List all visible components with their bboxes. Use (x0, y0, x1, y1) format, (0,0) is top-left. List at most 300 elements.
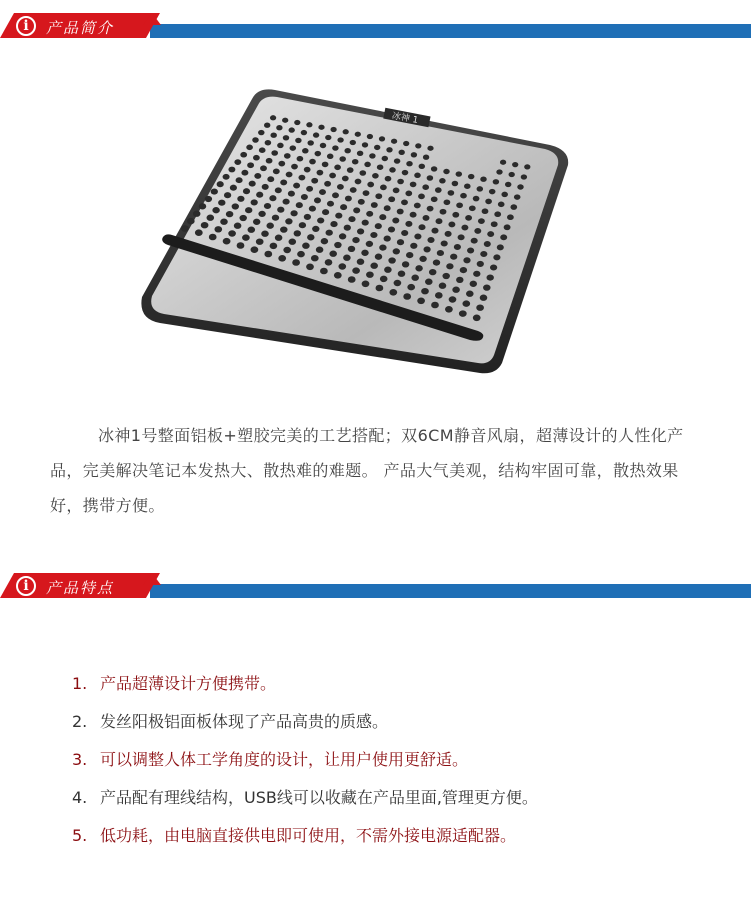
vent-hole (345, 196, 352, 202)
feature-list (72, 665, 712, 855)
vent-hole (382, 156, 388, 161)
vent-hole (335, 213, 342, 219)
vent-hole (459, 310, 467, 317)
vent-hole (339, 233, 346, 239)
vent-hole (234, 223, 242, 229)
vent-hole (419, 164, 425, 169)
vent-hole (339, 156, 346, 162)
vent-hole (399, 150, 405, 155)
vent-hole (290, 145, 297, 151)
vent-hole (344, 148, 350, 153)
vent-hole (402, 261, 409, 267)
vent-hole (241, 170, 248, 176)
info-icon: i (16, 576, 36, 596)
vent-hole (427, 175, 434, 181)
vent-hole (270, 115, 276, 120)
vent-hole (318, 125, 324, 130)
vent-hole (253, 219, 260, 225)
vent-hole (386, 147, 392, 152)
vent-hole (403, 293, 411, 300)
vent-hole (463, 257, 470, 263)
vent-hole (330, 127, 336, 132)
vent-hole (456, 277, 463, 283)
vent-hole (350, 140, 356, 145)
vent-hole (187, 218, 195, 224)
vent-hole (319, 189, 326, 195)
vent-hole (247, 162, 254, 168)
vent-hole (377, 164, 384, 170)
vent-hole (474, 228, 481, 234)
vent-hole (280, 226, 287, 232)
vent-hole (437, 250, 444, 256)
vent-hole (394, 280, 402, 286)
vent-hole (280, 179, 287, 185)
vent-hole (417, 298, 425, 305)
vent-hole (393, 188, 400, 194)
vent-hole (332, 145, 338, 150)
vent-hole (355, 179, 362, 185)
vent-hole (355, 132, 361, 137)
vent-hole (326, 230, 333, 236)
vent-hole (473, 315, 481, 322)
vent-hole (369, 153, 375, 158)
vent-hole (276, 125, 282, 130)
vent-hole (314, 197, 321, 203)
vent-hole (389, 167, 396, 173)
vent-hole (384, 267, 392, 273)
vent-hole (491, 221, 498, 227)
vent-hole (352, 267, 360, 273)
vent-hole (237, 242, 245, 249)
vent-hole (374, 145, 380, 150)
vent-hole (199, 203, 206, 209)
vent-hole (496, 169, 502, 174)
vent-hole (272, 215, 279, 221)
vent-hole (380, 276, 388, 282)
vent-hole (487, 231, 494, 237)
vent-hole (306, 186, 313, 192)
vent-hole (435, 187, 442, 193)
vent-hole (423, 246, 430, 252)
vent-hole (290, 210, 297, 216)
vent-hole (312, 226, 319, 232)
vent-hole (270, 132, 276, 137)
vent-hole (337, 184, 344, 190)
vent-hole (299, 222, 306, 228)
vent-hole (452, 287, 460, 293)
vent-hole (248, 227, 256, 233)
vent-hole (342, 176, 349, 182)
vent-hole (410, 243, 417, 249)
header-blue-bar (150, 24, 751, 38)
vent-hole (337, 137, 343, 142)
vent-hole (357, 228, 364, 234)
vent-hole (397, 209, 404, 215)
vent-hole (285, 218, 292, 224)
vent-hole (478, 218, 485, 224)
vent-hole (286, 172, 293, 178)
vent-hole (298, 175, 305, 181)
vent-hole (224, 192, 231, 198)
vent-hole (329, 251, 337, 257)
vent-hole (265, 140, 272, 146)
vent-hole (347, 167, 354, 173)
vent-hole (259, 147, 266, 153)
vent-hole (505, 182, 511, 187)
vent-hole (460, 193, 467, 199)
vent-hole (414, 203, 421, 209)
vent-hole (294, 230, 301, 236)
vent-hole (406, 161, 412, 166)
vent-hole (433, 260, 440, 266)
vent-hole (446, 263, 453, 269)
vent-hole (338, 263, 346, 269)
info-icon: i (16, 16, 36, 36)
vent-hole (277, 207, 284, 213)
vent-hole (304, 214, 311, 220)
vent-hole (393, 248, 400, 254)
vent-hole (297, 251, 305, 257)
vent-hole (493, 254, 500, 260)
vent-hole (402, 170, 409, 176)
vent-hole (253, 155, 260, 161)
vent-hole (442, 273, 449, 279)
vent-hole (357, 259, 365, 265)
vent-hole (217, 181, 224, 187)
vent-hole (487, 275, 494, 281)
vent-hole (205, 196, 212, 202)
vent-hole (480, 176, 486, 181)
intro-paragraph (50, 418, 710, 523)
vent-hole (460, 267, 467, 273)
vent-hole (212, 207, 219, 213)
vent-hole (297, 156, 304, 162)
vent-hole (388, 257, 395, 263)
vent-hole (195, 229, 203, 236)
vent-hole (320, 268, 328, 275)
vent-hole (454, 244, 461, 250)
vent-hole (405, 191, 412, 197)
vent-hole (315, 151, 322, 157)
vent-hole (456, 171, 462, 176)
vent-hole (517, 184, 523, 189)
vent-hole (380, 185, 387, 191)
vent-hole (262, 184, 269, 190)
vent-hole (275, 187, 282, 193)
vent-hole (267, 176, 274, 182)
vent-hole (388, 226, 395, 232)
vent-hole (237, 196, 244, 202)
vent-hole (443, 169, 449, 174)
vent-hole (362, 281, 370, 288)
vent-hole (275, 235, 283, 241)
vent-hole (510, 204, 517, 210)
vent-hole (458, 234, 465, 240)
vent-hole (441, 240, 448, 246)
vent-hole (367, 182, 374, 188)
vent-hole (311, 178, 318, 184)
vent-hole (359, 170, 366, 176)
vent-hole (283, 199, 290, 205)
vent-hole (384, 236, 391, 242)
vent-hole (322, 162, 329, 168)
vent-hole (234, 159, 241, 165)
vent-hole (311, 255, 319, 261)
vent-hole (293, 183, 300, 189)
vent-hole (440, 209, 447, 215)
vent-hole (468, 174, 474, 179)
vent-hole (211, 189, 218, 195)
vent-hole (294, 120, 300, 125)
vent-hole (512, 162, 518, 167)
vent-hole (435, 292, 443, 298)
vent-hole (498, 202, 505, 208)
feature-item: 2. 发丝阳极铝面板体现了产品高贵的质感。 (72, 712, 389, 731)
vent-hole (391, 139, 397, 144)
vent-hole (193, 211, 201, 217)
vent-hole (471, 238, 478, 244)
vent-hole (425, 279, 433, 285)
vent-hole (452, 181, 459, 187)
vent-hole (266, 158, 273, 164)
vent-hole (352, 159, 359, 165)
vent-hole (401, 200, 408, 206)
vent-hole (330, 221, 337, 227)
vent-hole (362, 220, 369, 226)
vent-hole (414, 173, 421, 179)
brand-badge-text: 冰神 1 (390, 111, 419, 127)
vent-hole (445, 231, 452, 237)
vent-hole (313, 132, 319, 137)
vent-hole (429, 269, 436, 275)
vent-hole (489, 189, 496, 195)
vent-hole (444, 199, 451, 205)
vent-hole (427, 146, 433, 151)
vent-hole (375, 223, 382, 229)
header-blue-bar (150, 584, 751, 598)
vent-hole (348, 246, 355, 252)
vent-hole (398, 271, 406, 277)
vent-hole (277, 143, 284, 149)
vent-hole (329, 173, 336, 179)
vent-hole (507, 214, 514, 220)
vent-hole (411, 152, 417, 157)
vent-hole (504, 224, 511, 230)
vent-hole (245, 207, 252, 213)
vent-hole (370, 263, 378, 269)
feature-item: 1. 产品超薄设计方便携带。 (72, 674, 277, 693)
vent-hole (405, 221, 412, 227)
vent-hole (361, 250, 368, 256)
vent-hole (243, 188, 250, 194)
vent-hole (407, 284, 415, 290)
vent-hole (306, 122, 312, 127)
vent-hole (251, 246, 259, 253)
vent-hole (415, 265, 422, 271)
vent-hole (401, 230, 408, 236)
vent-hole (334, 165, 341, 171)
vent-hole (524, 164, 530, 169)
vent-hole (343, 129, 349, 134)
vent-hole (364, 162, 371, 168)
vent-hole (240, 152, 247, 158)
vent-hole (363, 190, 370, 196)
vent-hole (362, 142, 368, 147)
vent-hole (485, 199, 492, 205)
vent-hole (302, 148, 309, 154)
vent-hole (418, 224, 425, 230)
vent-hole (410, 212, 417, 218)
section-title: 产品特点 (46, 579, 115, 597)
vent-hole (448, 221, 455, 227)
vent-hole (477, 261, 484, 267)
vent-hole (289, 127, 295, 132)
vent-hole (436, 218, 443, 224)
vent-hole (282, 118, 288, 123)
vent-hole (497, 244, 504, 250)
vent-hole (411, 275, 419, 281)
vent-hole (473, 271, 480, 277)
vent-hole (324, 181, 331, 187)
vent-hole (317, 217, 324, 223)
vent-hole (327, 154, 334, 160)
vent-hole (273, 169, 280, 175)
vent-hole (340, 204, 347, 210)
vent-hole (201, 222, 209, 228)
vent-hole (320, 143, 326, 148)
vent-hole (422, 184, 429, 190)
vent-hole (384, 205, 391, 211)
vent-hole (309, 159, 316, 165)
vent-hole (292, 259, 300, 266)
vent-hole (376, 285, 384, 292)
vent-hole (181, 225, 189, 232)
vent-hole (307, 234, 314, 240)
vent-hole (439, 283, 447, 289)
vent-hole (239, 215, 246, 221)
vent-hole (388, 196, 395, 202)
vent-hole (415, 143, 421, 148)
vent-hole (344, 225, 351, 231)
vent-hole (379, 136, 385, 141)
vent-hole (256, 238, 264, 244)
vent-hole (450, 254, 457, 260)
vent-hole (410, 182, 417, 188)
vent-hole (392, 218, 399, 224)
vent-hole (270, 243, 278, 249)
vent-hole (325, 135, 331, 140)
vent-hole (372, 173, 379, 179)
vent-hole (283, 247, 291, 253)
vent-hole (521, 174, 527, 179)
vent-hole (348, 276, 356, 283)
vent-hole (514, 194, 521, 200)
vent-hole (304, 167, 311, 173)
vent-hole (456, 202, 463, 208)
vent-hole (500, 234, 507, 240)
vent-hole (284, 153, 291, 159)
vent-hole (283, 135, 289, 140)
vent-hole (291, 164, 298, 170)
vent-hole (350, 187, 357, 193)
vent-hole (226, 211, 233, 217)
vent-hole (501, 192, 508, 198)
vent-hole (389, 289, 397, 296)
vent-hole (278, 255, 286, 262)
vent-hole (316, 247, 324, 253)
vent-hole (264, 251, 272, 258)
vent-hole (232, 203, 239, 209)
vent-hole (278, 161, 285, 167)
vent-hole (334, 242, 341, 248)
vent-hole (301, 194, 308, 200)
vent-hole (480, 251, 487, 257)
vent-hole (332, 192, 339, 198)
vent-hole (366, 241, 373, 247)
vent-hole (264, 123, 270, 128)
vent-hole (467, 247, 474, 253)
vent-hole (269, 195, 276, 201)
vent-hole (462, 300, 470, 306)
vent-hole (228, 230, 236, 236)
vent-hole (271, 150, 278, 156)
vent-hole (484, 241, 491, 247)
vent-hole (476, 304, 484, 310)
vent-hole (236, 177, 243, 183)
vent-hole (371, 202, 378, 208)
vent-hole (288, 191, 295, 197)
vent-hole (230, 185, 237, 191)
vent-hole (480, 295, 488, 301)
vent-hole (357, 151, 363, 156)
vent-hole (431, 166, 437, 171)
vent-hole (306, 264, 314, 271)
vent-hole (448, 190, 455, 196)
vent-hole (445, 306, 453, 313)
section-header-intro (0, 10, 751, 40)
vent-hole (209, 234, 217, 241)
vent-hole (439, 178, 446, 184)
vent-hole (500, 160, 506, 165)
vent-hole (509, 172, 515, 177)
vent-hole (228, 167, 235, 173)
vent-hole (431, 228, 438, 234)
vent-hole (353, 207, 360, 213)
vent-hole (261, 231, 269, 237)
vent-hole (394, 158, 400, 163)
vent-hole (307, 140, 313, 145)
vent-hole (493, 179, 499, 184)
vent-hole (295, 138, 301, 143)
vent-hole (427, 206, 434, 212)
vent-hole (348, 216, 355, 222)
vent-hole (220, 219, 228, 225)
vent-hole (431, 302, 439, 309)
vent-hole (321, 238, 328, 244)
vent-hole (419, 256, 426, 262)
vent-hole (397, 179, 404, 185)
vent-hole (223, 238, 231, 245)
vent-hole (452, 212, 459, 218)
vent-hole (469, 205, 476, 211)
vent-hole (254, 173, 261, 179)
vent-hole (483, 284, 490, 290)
vent-hole (246, 145, 253, 151)
vent-hole (366, 271, 374, 277)
vent-hole (317, 170, 324, 176)
vent-hole (334, 272, 342, 279)
vent-hole (258, 211, 265, 217)
